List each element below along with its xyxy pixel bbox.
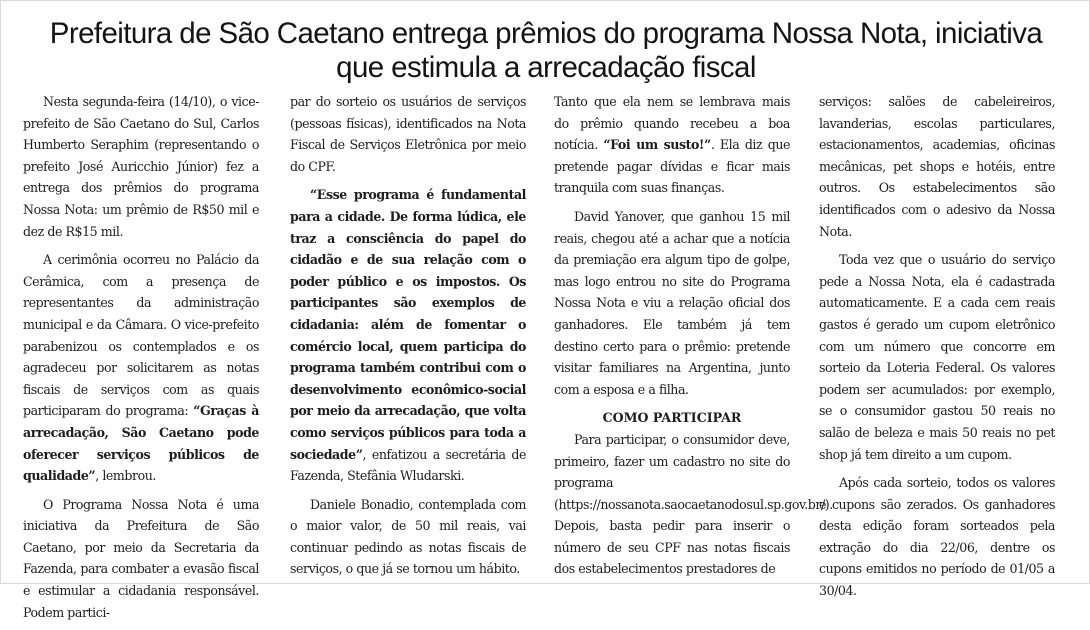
article-column-2 (290, 91, 526, 587)
section-subheading: COMO PARTICIPAR (602, 410, 742, 426)
article-column-1 (23, 91, 259, 630)
paragraph-program: O Programa Nossa Nota é uma iniciativa da Prefeitura de São Caetano, por meio da Secretaria da Fazenda, para combater a evasão fiscal e estimular a cidadania responsável. Podem partici- (23, 496, 259, 620)
paragraph-draw: Após cada sorteio, todos os valores e cupons são zerados. Os ganhadores desta edição foram sorteados pela extração do dia 22/06, dentre os cupons emitidos no período de 01/05 a 30/04. (819, 475, 1055, 599)
quote-secretary: “Esse programa é fundamental para a cidade. De forma lúdica, ele traz a consciência do papel do cidadão e de sua relação com o poder público e os impostos. Os participantes são exemplos de cidadania: além de fomentar o comércio local, quem participa do programa também contribui com o desenvolvimento econômico-social por meio da arrecadação, que volta como serviços públicos para toda a sociedade” (290, 187, 526, 462)
article-column-4 (819, 91, 1055, 609)
article-headline: Prefeitura de São Caetano entrega prêmios do programa Nossa Nota, iniciativa que estimula a arrecadação fiscal (49, 17, 1043, 84)
paragraph-text: Tanto que ela nem se lembrava mais do prêmio quando recebeu a boa notícia. (554, 94, 790, 153)
paragraph-ceremony (23, 249, 259, 487)
paragraph-continuation: par do sorteio os usuários de serviços (pessoas físicas), identificados na Nota Fiscal de Serviços Eletrônica por meio do CPF. (290, 94, 526, 174)
article-column-3 (554, 91, 833, 587)
paragraph-secretary-quote (290, 184, 526, 486)
paragraph-continuation: serviços: salões de cabeleireiros, lavanderias, escolas particulares, estacionamentos, academias, oficinas mecânicas, pet shops e hotéis, entre outros. Os estabelecimentos são identificados com o adesivo da Nossa Nota. (819, 94, 1055, 239)
quote-vice-mayor: “Graças à arrecadação, São Caetano pode oferecer serviços públicos de qualidade” (23, 403, 259, 484)
paragraph-intro: Nesta segunda-feira (14/10), o vice-prefeito de São Caetano do Sul, Carlos Humberto Seraphim (representando o prefeito José Auricchio Júnior) fez a entrega dos prêmios do programa Nossa Nota: um prêmio de R$50 mil e dez de R$15 mil. (23, 94, 259, 239)
paragraph-text: . Ela diz que pretende pagar dívidas e ficar mais tranquila com suas finanças. (554, 137, 791, 196)
quote-attribution: , lembrou. (95, 468, 156, 484)
paragraph-continuation (554, 91, 790, 199)
paragraph-text: A cerimônia ocorreu no Palácio da Cerâmica, com a presença de representantes da administração municipal e da Câmara. O vice-prefeito parabenizou os contemplados e os agradeceu por solicitarem as notas fiscais de serviços com as quais participaram do programa: (23, 252, 259, 419)
quote-winner: “Foi um susto!” (603, 137, 711, 153)
quote-attribution: , enfatizou a secretária de Fazenda, Stefânia Wludarski. (290, 446, 526, 484)
paragraph-coupons: Toda vez que o usuário do serviço pede a Nossa Nota, ela é cadastrada automaticamente. E a cada cem reais gastos é gerado um cupom eletrônico com um número que concorre em sorteio da Loteria Federal. Os valores podem ser acumulados: por exemplo, se o consumidor gastou 50 reais no salão de beleza e mais 50 reais no pet shop já tem direito a um cupom. (819, 252, 1055, 462)
paragraph-winner-david: David Yanover, que ganhou 15 mil reais, chegou até a achar que a notícia da premiação era algum tipo de golpe, mas logo entrou no site do Programa Nossa Nota e viu a relação oficial dos ganhadores. Ele também já tem destino certo para o prêmio: pretende visitar familiares na Argentina, junto com a esposa e a filha. (554, 208, 790, 397)
paragraph-how-to: Para participar, o consumidor deve, primeiro, fazer um cadastro no site do programa (https://nossanota.saocaetanodosul.sp.gov.br/). Depois, basta pedir para inserir o número de seu CPF nas notas fiscais dos estabelecimentos prestadores de (554, 431, 833, 577)
paragraph-winner-daniele: Daniele Bonadio, contemplada com o maior valor, de 50 mil reais, vai continuar pedindo as notas fiscais de serviços, o que já se tornou um hábito. (290, 496, 526, 577)
